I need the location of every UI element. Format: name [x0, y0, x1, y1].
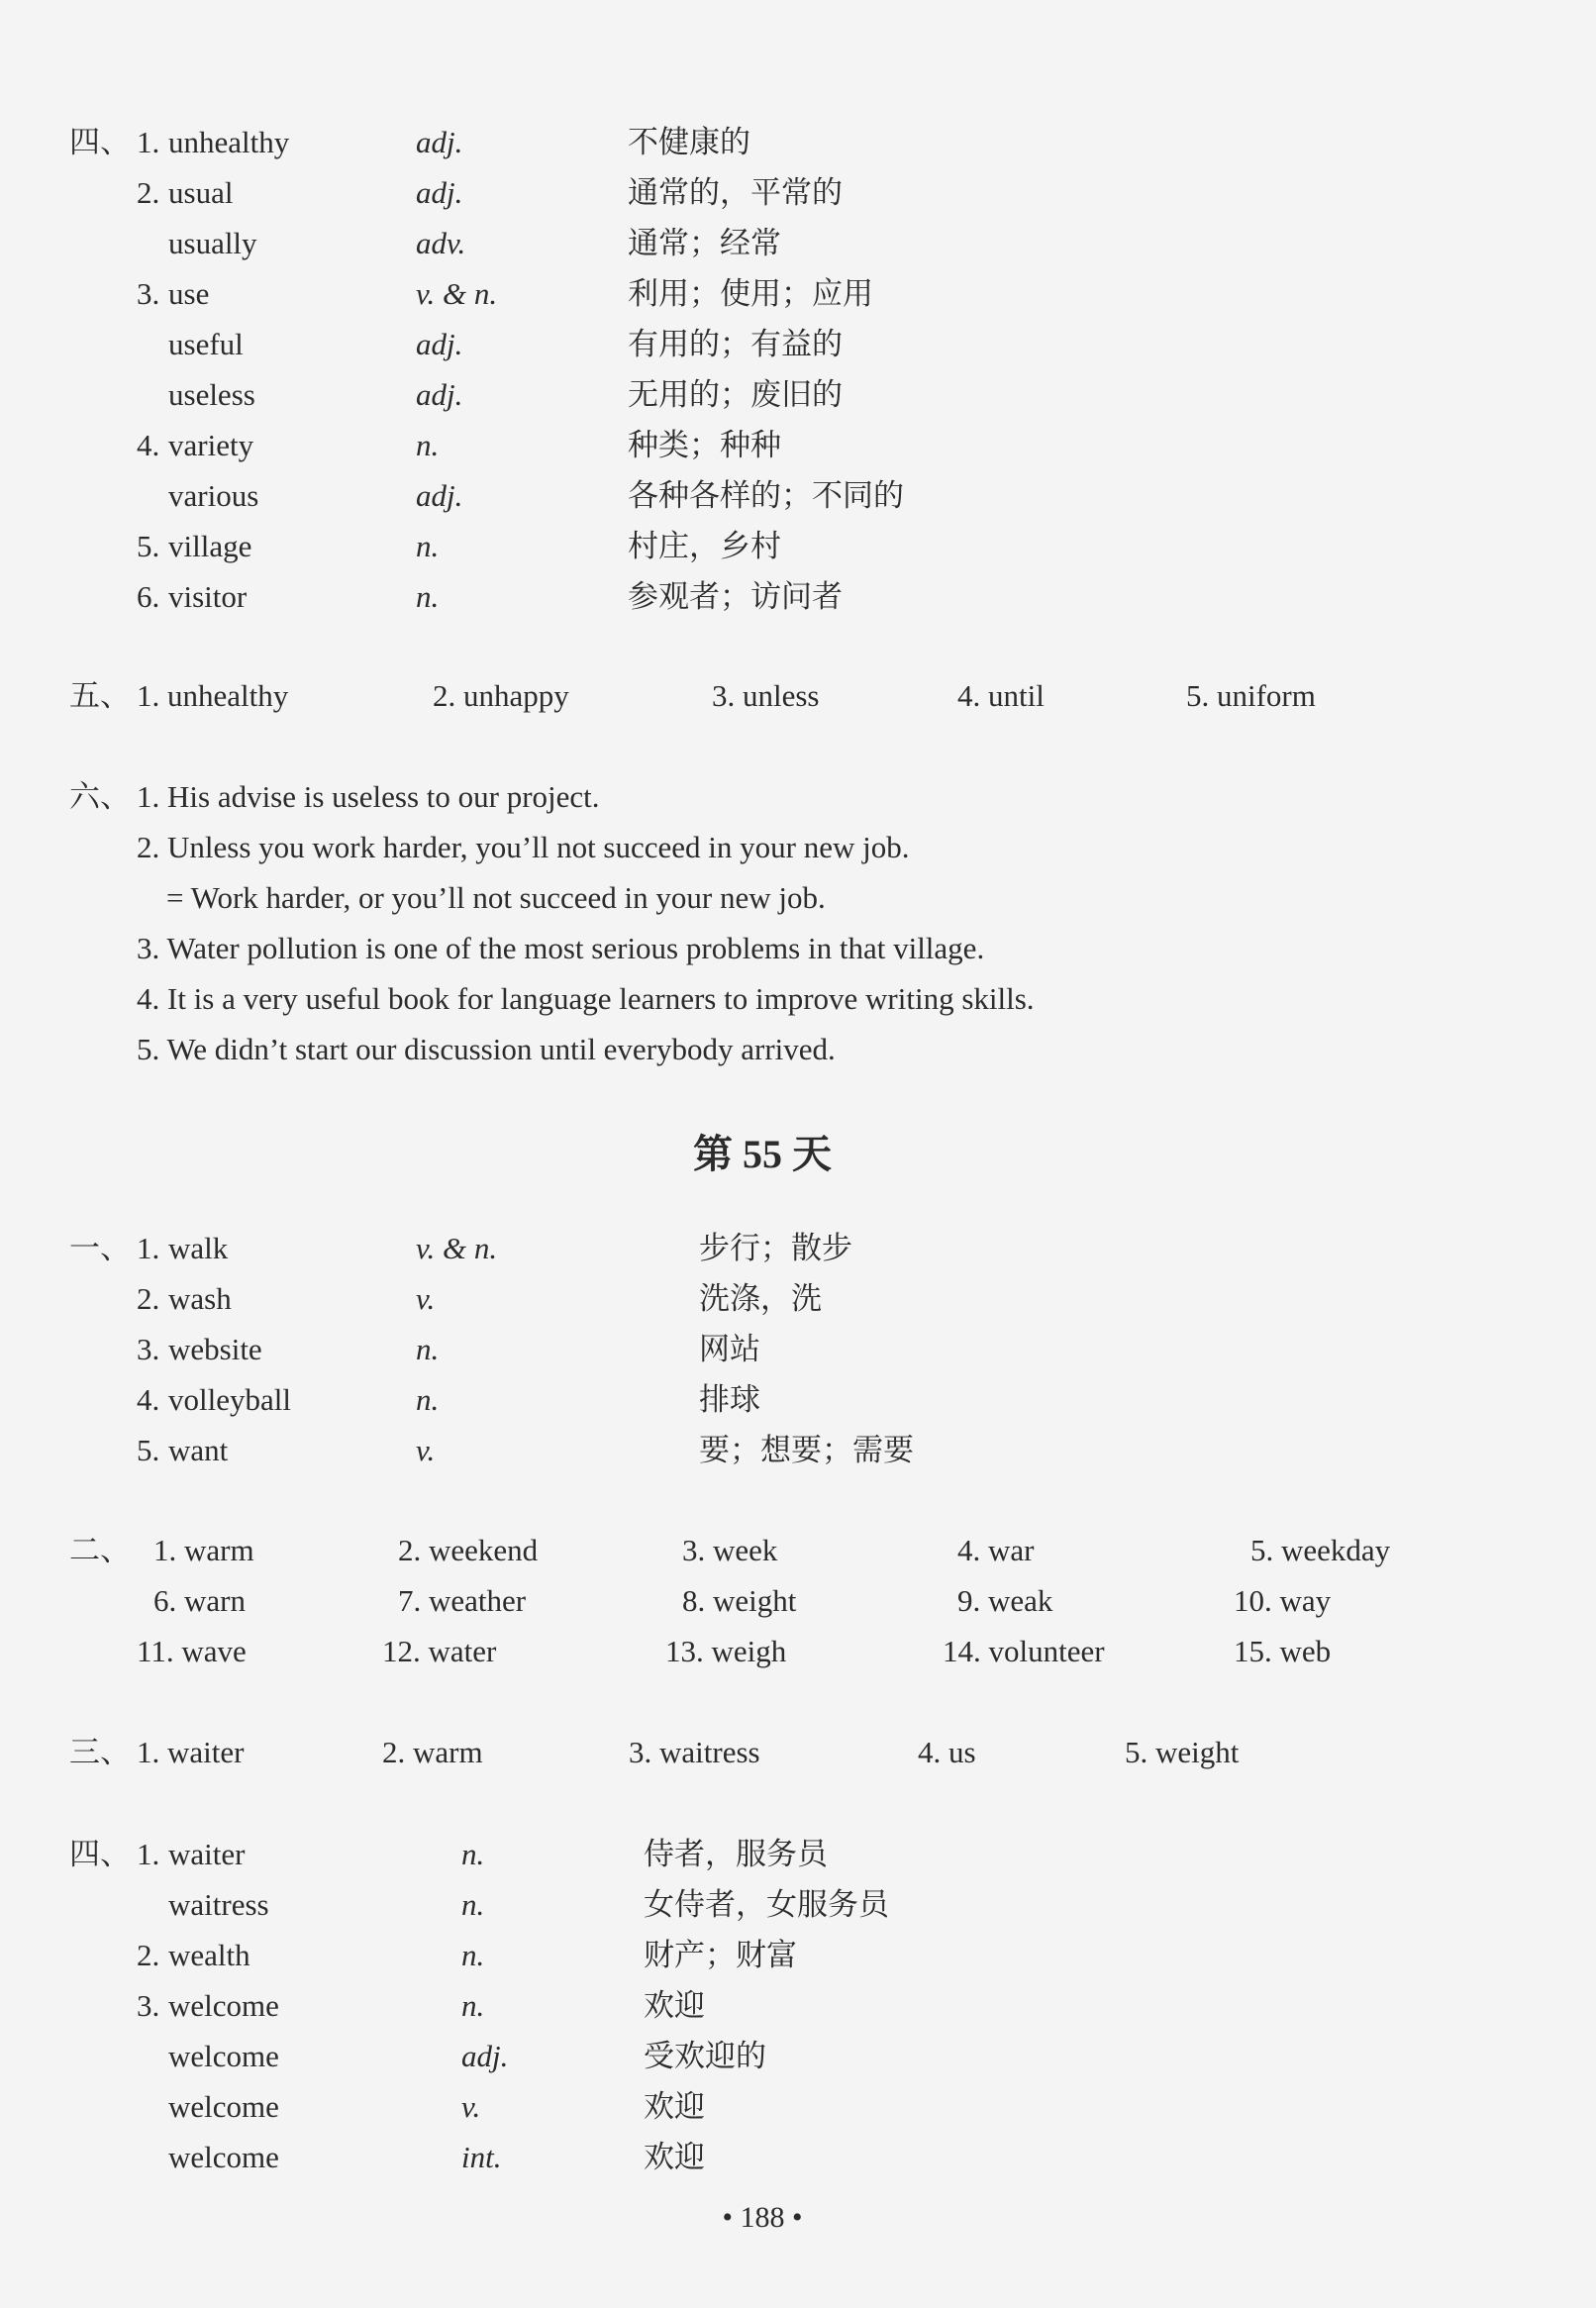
vocab-meaning: 洗涤，洗: [699, 1281, 822, 1316]
vocab-num: 1.: [137, 1231, 160, 1265]
vocab-num: 3.: [137, 1988, 160, 2023]
vocab-pos: n.: [416, 428, 440, 462]
vocab-word: village: [168, 529, 252, 563]
vocab-meaning: 种类；种种: [628, 428, 781, 462]
sentence-line: 2. Unless you work harder, you’ll not succeed in your new job.: [137, 830, 910, 864]
vocab-word: use: [168, 276, 210, 311]
vocab-meaning: 步行；散步: [699, 1231, 852, 1265]
vocab-meaning: 欢迎: [644, 2140, 705, 2174]
vocab-meaning: 不健康的: [628, 125, 750, 159]
vocab-pos: n.: [461, 1988, 485, 2023]
sentence-line: 4. It is a very useful book for language learners to improve writing skills.: [137, 981, 1035, 1016]
answer-item: 1. warm: [153, 1533, 254, 1567]
vocab-pos: adj.: [416, 327, 463, 361]
vocab-meaning: 各种各样的；不同的: [628, 478, 904, 513]
vocab-num: 3.: [137, 1332, 160, 1366]
vocab-pos: adv.: [416, 226, 466, 260]
vocab-num: 6.: [137, 579, 160, 614]
section-label: 六、: [69, 779, 131, 814]
vocab-meaning: 要；想要；需要: [699, 1433, 914, 1467]
answer-item: 8. weight: [682, 1583, 797, 1618]
sentence-line: 1. His advise is useless to our project.: [137, 779, 600, 814]
vocab-word: welcome: [168, 2140, 279, 2174]
vocab-meaning: 通常的，平常的: [628, 175, 843, 210]
vocab-word: welcome: [168, 1988, 279, 2023]
answer-item: 6. warn: [153, 1583, 246, 1618]
vocab-pos: n.: [416, 1332, 440, 1366]
section-label: 四、: [69, 1837, 131, 1871]
vocab-meaning: 受欢迎的: [644, 2039, 766, 2073]
vocab-pos: v.: [416, 1433, 436, 1467]
vocab-word: usual: [168, 175, 234, 210]
vocab-word: usually: [168, 226, 257, 260]
answer-item: 7. weather: [398, 1583, 527, 1618]
vocab-num: 2.: [137, 1938, 160, 1972]
vocab-meaning: 女侍者，女服务员: [644, 1887, 889, 1922]
vocab-num: 2.: [137, 1281, 160, 1316]
vocab-pos: v. & n.: [416, 276, 498, 311]
vocab-num: 1.: [137, 125, 160, 159]
vocab-meaning: 欢迎: [644, 1988, 705, 2023]
section-label: 三、: [69, 1735, 131, 1769]
vocab-pos: int.: [461, 2140, 502, 2174]
answer-item: 5. uniform: [1186, 678, 1316, 713]
answer-item: 10. way: [1234, 1583, 1332, 1618]
sentence-line: 3. Water pollution is one of the most serious problems in that village.: [137, 931, 985, 965]
vocab-meaning: 侍者，服务员: [644, 1837, 828, 1871]
vocab-word: volleyball: [168, 1382, 291, 1417]
vocab-meaning: 财产；财富: [644, 1938, 797, 1972]
vocab-pos: adj.: [416, 125, 463, 159]
vocab-pos: n.: [416, 529, 440, 563]
vocab-word: walk: [168, 1231, 229, 1265]
vocab-num: 5.: [137, 529, 160, 563]
answer-item: 1. waiter: [137, 1735, 245, 1769]
vocab-num: 1.: [137, 1837, 160, 1871]
vocab-pos: v. & n.: [416, 1231, 498, 1265]
answer-item: 2. unhappy: [433, 678, 569, 713]
vocab-meaning: 排球: [699, 1382, 760, 1417]
answer-item: 15. web: [1234, 1634, 1332, 1668]
vocab-word: website: [168, 1332, 262, 1366]
vocab-word: useful: [168, 327, 244, 361]
vocab-num: 4.: [137, 1382, 160, 1417]
section-label: 一、: [69, 1231, 131, 1265]
vocab-word: waiter: [168, 1837, 246, 1871]
answer-item: 3. waitress: [629, 1735, 760, 1769]
answer-item: 11. wave: [137, 1634, 247, 1668]
vocab-pos: adj.: [416, 175, 463, 210]
vocab-pos: adj.: [416, 478, 463, 513]
vocab-word: visitor: [168, 579, 248, 614]
vocab-meaning: 通常；经常: [628, 226, 781, 260]
vocab-pos: adj.: [416, 377, 463, 412]
vocab-meaning: 利用；使用；应用: [628, 276, 873, 311]
vocab-pos: v.: [416, 1281, 436, 1316]
vocab-pos: adj.: [461, 2039, 509, 2073]
vocab-word: variety: [168, 428, 254, 462]
answer-item: 3. unless: [712, 678, 820, 713]
vocab-word: waitress: [168, 1887, 269, 1922]
answer-item: 4. until: [957, 678, 1045, 713]
answer-item: 4. us: [918, 1735, 976, 1769]
vocab-word: welcome: [168, 2039, 279, 2073]
answer-item: 9. weak: [957, 1583, 1053, 1618]
page-number: • 188 •: [722, 2201, 803, 2234]
vocab-pos: n.: [461, 1938, 485, 1972]
vocab-meaning: 参观者；访问者: [628, 579, 843, 614]
vocab-word: wealth: [168, 1938, 250, 1972]
vocab-meaning: 欢迎: [644, 2089, 705, 2124]
vocab-word: want: [168, 1433, 229, 1467]
sentence-line: = Work harder, or you’ll not succeed in your new job.: [166, 880, 826, 915]
vocab-pos: n.: [461, 1837, 485, 1871]
vocab-num: 2.: [137, 175, 160, 210]
vocab-num: 4.: [137, 428, 160, 462]
vocab-word: various: [168, 478, 259, 513]
answer-item: 2. weekend: [398, 1533, 539, 1567]
vocab-pos: n.: [416, 579, 440, 614]
vocab-meaning: 有用的；有益的: [628, 327, 843, 361]
section-label: 四、: [69, 125, 131, 159]
vocab-num: 5.: [137, 1433, 160, 1467]
day-title: 第 55 天: [693, 1132, 832, 1176]
answer-item: 4. war: [957, 1533, 1035, 1567]
answer-item: 2. warm: [382, 1735, 483, 1769]
vocab-meaning: 村庄，乡村: [628, 529, 781, 563]
answer-item: 13. weigh: [665, 1634, 787, 1668]
answer-item: 14. volunteer: [943, 1634, 1105, 1668]
answer-item: 5. weekday: [1250, 1533, 1391, 1567]
vocab-word: useless: [168, 377, 255, 412]
vocab-word: wash: [168, 1281, 232, 1316]
answer-item: 12. water: [382, 1634, 497, 1668]
vocab-pos: v.: [461, 2089, 481, 2124]
vocab-num: 3.: [137, 276, 160, 311]
vocab-pos: n.: [416, 1382, 440, 1417]
vocab-meaning: 网站: [699, 1332, 760, 1366]
answer-item: 5. weight: [1125, 1735, 1240, 1769]
vocab-meaning: 无用的；废旧的: [628, 377, 843, 412]
vocab-pos: n.: [461, 1887, 485, 1922]
answer-item: 3. week: [682, 1533, 778, 1567]
section-label: 二、: [69, 1533, 131, 1567]
vocab-word: unhealthy: [168, 125, 290, 159]
section-label: 五、: [69, 678, 131, 713]
vocab-word: welcome: [168, 2089, 279, 2124]
sentence-line: 5. We didn’t start our discussion until everybody arrived.: [137, 1032, 836, 1066]
answer-item: 1. unhealthy: [137, 678, 289, 713]
